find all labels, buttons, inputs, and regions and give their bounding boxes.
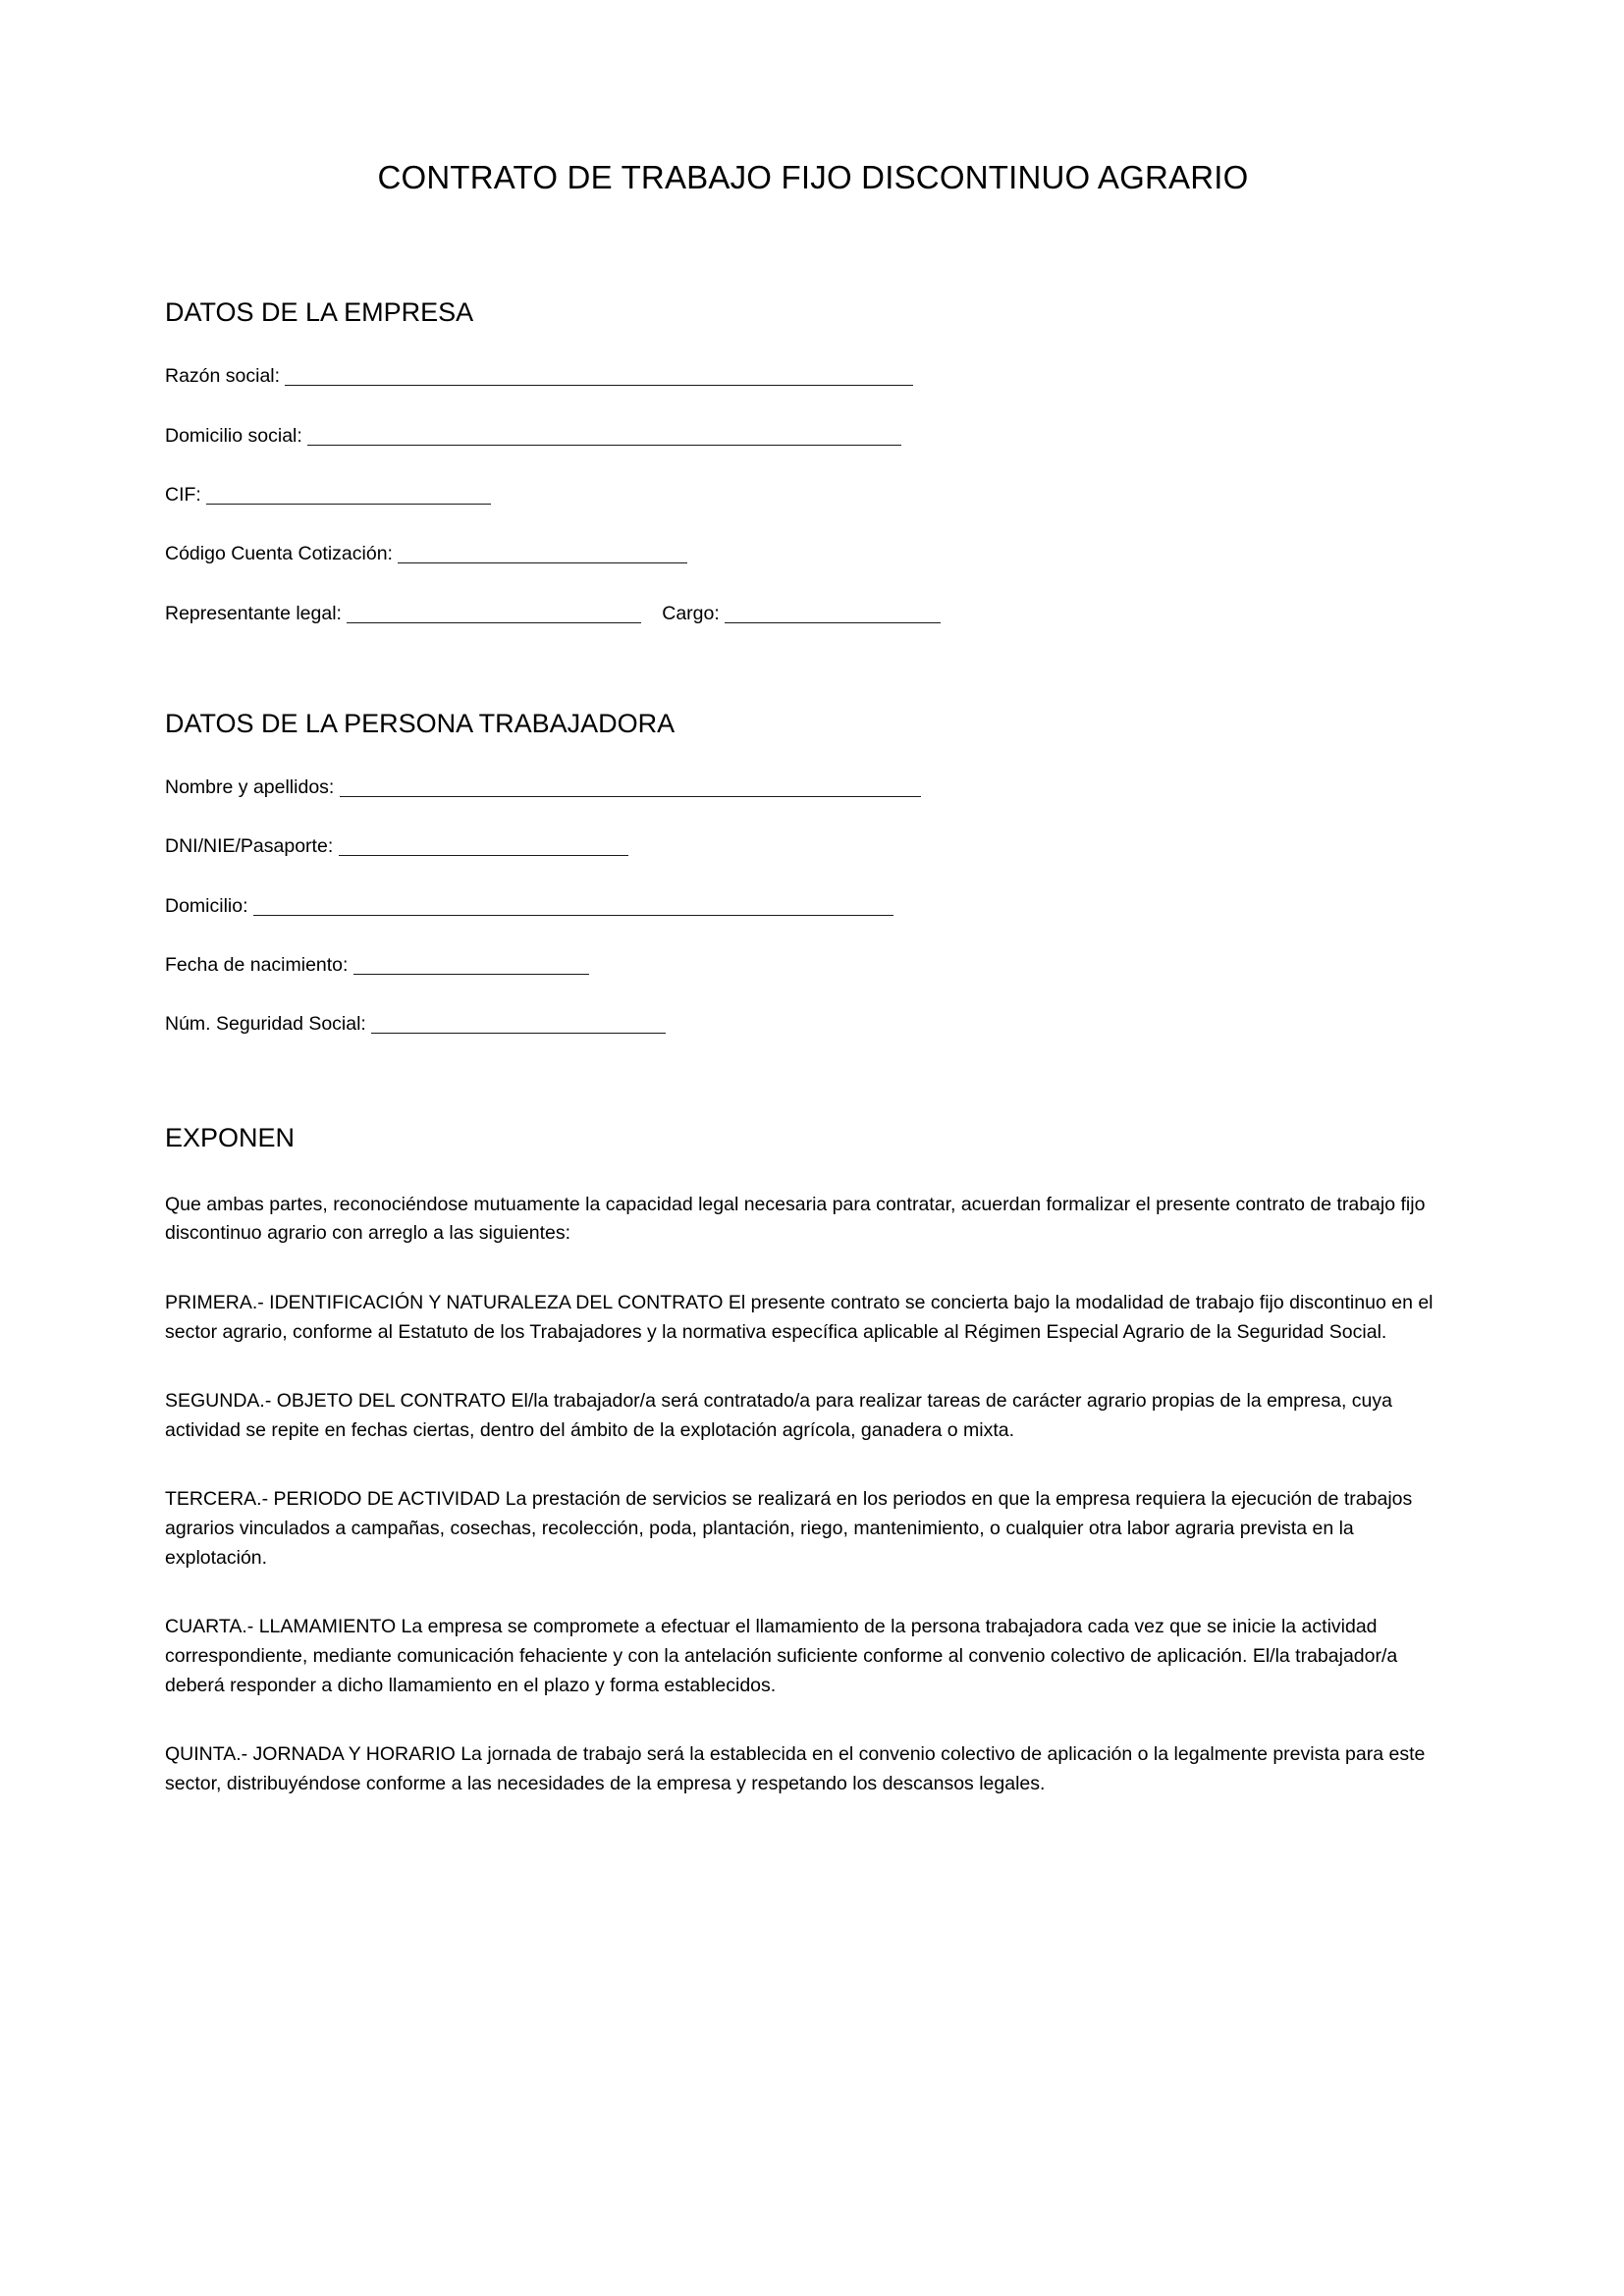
field-label-domicilio-trabajador: Domicilio: <box>165 894 248 917</box>
field-nombre-apellidos <box>165 774 1461 800</box>
field-label-dni-nie-pasaporte: DNI/NIE/Pasaporte: <box>165 835 334 858</box>
field-domicilio-trabajador <box>165 893 1461 919</box>
field-blank-representante-legal[interactable] <box>347 622 641 623</box>
field-domicilio-social <box>165 423 1461 449</box>
field-label-nombre-apellidos: Nombre y apellidos: <box>165 776 335 798</box>
field-blank-codigo-cuenta-cotizacion[interactable] <box>398 562 687 563</box>
field-blank-domicilio-social[interactable] <box>307 445 901 446</box>
field-razon-social <box>165 363 1461 389</box>
clause-primera: PRIMERA.- IDENTIFICACIÓN Y NATURALEZA DEL CONTRATO El presente contrato se concierta bajo la modalidad de trabajo fijo discontinuo en el sector agrario, conforme al Estatuto de los Trabajadores y la normativa específica aplicable al Régimen Especial Agrario de la Seguridad Social. <box>165 1291 1434 1343</box>
field-label-num-seguridad-social: Núm. Seguridad Social: <box>165 1013 366 1036</box>
clause-segunda: SEGUNDA.- OBJETO DEL CONTRATO El/la trabajador/a será contratado/a para realizar tareas de carácter agrario propias de la empresa, cuya actividad se repite en fechas ciertas, dentro del ámbito de la explotación agrícola, ganadera o mixta. <box>165 1390 1392 1441</box>
exponen-intro-paragraph: Que ambas partes, reconociéndose mutuamente la capacidad legal necesaria para contratar, acuerdan formalizar el presente contrato de trabajo fijo discontinuo agrario con arreglo a las siguientes: <box>165 1193 1426 1245</box>
field-blank-num-seguridad-social[interactable] <box>371 1033 666 1034</box>
document-content <box>165 0 1461 1798</box>
field-blank-cif[interactable] <box>206 504 491 505</box>
field-blank-fecha-nacimiento[interactable] <box>353 974 589 975</box>
section-heading-exponen: EXPONEN <box>165 1122 296 1152</box>
page-title: CONTRATO DE TRABAJO FIJO DISCONTINUO AGRARIO <box>377 159 1249 195</box>
field-label-fecha-nacimiento: Fecha de nacimiento: <box>165 953 349 976</box>
field-blank-domicilio-trabajador[interactable] <box>253 915 893 916</box>
field-representante-legal <box>165 601 1461 626</box>
field-blank-razon-social[interactable] <box>285 385 913 386</box>
field-blank-dni-nie-pasaporte[interactable] <box>339 855 628 856</box>
field-cif <box>165 482 1461 507</box>
field-fecha-nacimiento <box>165 952 1461 978</box>
field-num-seguridad-social <box>165 1011 1461 1037</box>
field-dni-nie-pasaporte <box>165 833 1461 859</box>
section-heading-company: DATOS DE LA EMPRESA <box>165 297 474 328</box>
clause-quinta: QUINTA.- JORNADA Y HORARIO La jornada de trabajo será la establecida en el convenio colectivo de aplicación o la legalmente prevista para este sector, distribuyéndose conforme a las necesidades de la empresa y respetando los descansos legales. <box>165 1743 1426 1794</box>
field-label-cif: CIF: <box>165 483 201 506</box>
field-blank-nombre-apellidos[interactable] <box>340 796 921 797</box>
clause-tercera: TERCERA.- PERIODO DE ACTIVIDAD La prestación de servicios se realizará en los periodos en que la empresa requiera la ejecución de trabajos agrarios vinculados a campañas, cosechas, recolección, poda, plantación, riego, mantenimiento, o cualquier otra labor agraria prevista en la explotación. <box>165 1488 1413 1569</box>
field-label-domicilio-social: Domicilio social: <box>165 424 302 447</box>
field-blank-cargo[interactable] <box>725 622 941 623</box>
field-label-codigo-cuenta-cotizacion: Código Cuenta Cotización: <box>165 543 393 565</box>
field-label-representante-legal: Representante legal: <box>165 602 342 624</box>
clause-cuarta: CUARTA.- LLAMAMIENTO La empresa se compromete a efectuar el llamamiento de la persona trabajadora cada vez que se inicie la actividad correspondiente, mediante comunicación fehaciente y con la antelación suficiente conforme al convenio colectivo de aplicación. El/la trabajador/a deberá responder a dicho llamamiento en el plazo y forma establecidos. <box>165 1616 1398 1696</box>
section-heading-worker: DATOS DE LA PERSONA TRABAJADORA <box>165 708 676 738</box>
field-label-cargo: Cargo: <box>662 602 720 624</box>
field-label-razon-social: Razón social: <box>165 365 281 388</box>
field-codigo-cuenta-cotizacion <box>165 541 1461 566</box>
